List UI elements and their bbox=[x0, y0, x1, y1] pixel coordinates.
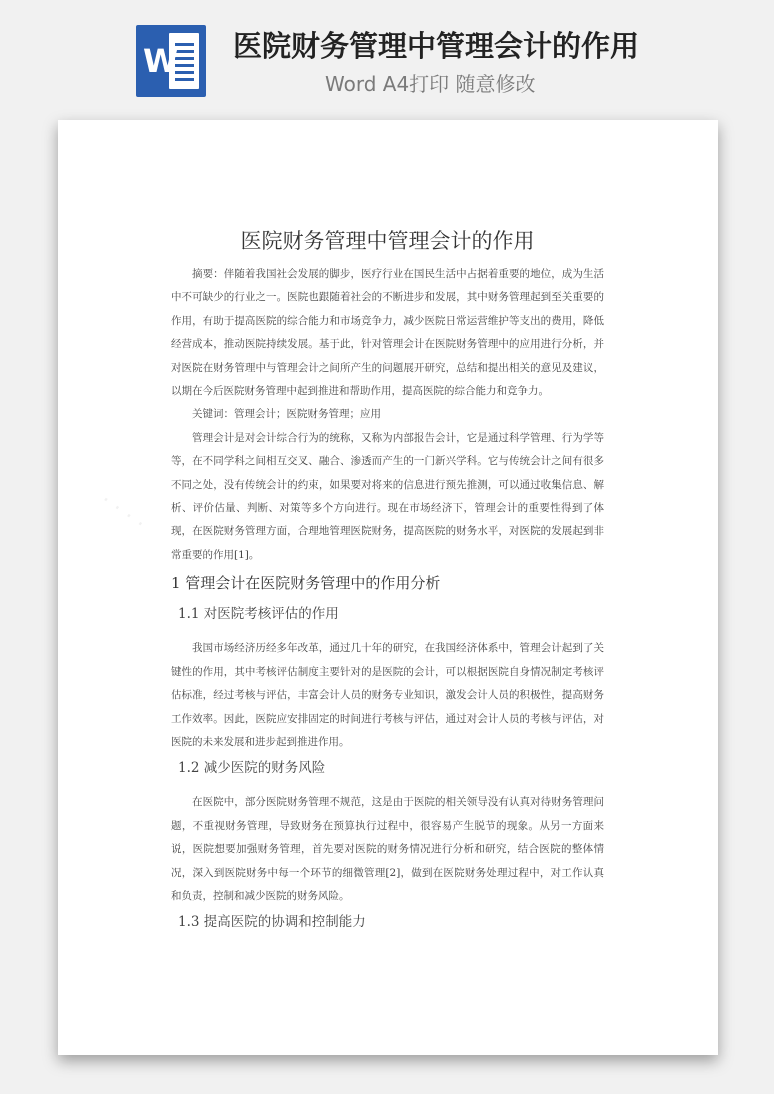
section-1-2-paragraph: 在医院中，部分医院财务管理不规范，这是由于医院的相关领导没有认真对待财务管理问题，不重视财务管理，导致财务在预算执行过程中，很容易产生脱节的现象。从另一方面来说，医院想要加强财务管理，首先要对医院的财务情况进行分析和研究，结合医院的整体情况，深入到医院财务中每一个环节的细微管理[2]，做到在医院财务处理过程中，对工作认真和负责，控制和减少医院的财务风险。 bbox=[171, 796, 604, 902]
watermark: · · · · bbox=[95, 488, 150, 537]
section-1-2-heading: 1.2 减少医院的财务风险 bbox=[178, 760, 326, 777]
section-1-heading: 1 管理会计在医院财务管理中的作用分析 bbox=[171, 574, 441, 593]
intro-paragraph: 管理会计是对会计综合行为的统称，又称为内部报告会计，它是通过科学管理、行为学等等，在不同学科之间相互交叉、融合、渗透而产生的一门新兴学科。它与传统会计之间有很多不同之处，没有传统会计的约束，如果要对将来的信息进行预先推测，可以通过收集信息、解析、评价估量、判断、对策等多个方向进行。现在市场经济下，管理会计的重要性得到了体现，在医院财务管理方面，合理地管理医院财务，提高医院的财务水平，对医院的发展起到非常重要的作用[1]。 bbox=[171, 431, 604, 561]
banner-title: 医院财务管理中管理会计的作用 bbox=[233, 29, 640, 63]
document-page bbox=[58, 120, 718, 1055]
abstract-paragraph: 摘要：伴随着我国社会发展的脚步，医疗行业在国民生活中占据着重要的地位，成为生活中不可缺少的行业之一。医院也跟随着社会的不断进步和发展，其中财务管理起到至关重要的作用，有助于提高医院的综合能力和市场竞争力，减少医院日常运营维护等支出的费用，降低经营成本，推动医院持续发展。基于此，针对管理会计在医院财务管理中的应用进行分析，并对医院在财务管理中与管理会计之间所产生的问题展开研究，总结和提出相关的意见及建议，以期在今后医院财务管理中起到推进和帮助作用，提高医院的综合能力和竞争力。 bbox=[171, 268, 604, 398]
document-title: 医院财务管理中管理会计的作用 bbox=[240, 229, 535, 253]
document-content bbox=[171, 223, 604, 940]
section-1-3-heading: 1.3 提高医院的协调和控制能力 bbox=[178, 914, 366, 931]
banner-subtitle: Word A4打印 随意修改 bbox=[325, 72, 536, 96]
section-1-1-paragraph: 我国市场经济历经多年改革，通过几十年的研究，在我国经济体系中，管理会计起到了关键性的作用，其中考核评估制度主要针对的是医院的会计，可以根据医院自身情况制定考核评估标准，经过考核与评估，丰富会计人员的财务专业知识，激发会计人员的积极性，提高财务工作效率。因此，医院应安排固定的时间进行考核与评估，通过对会计人员的考核与评估，对医院的未来发展和进步起到推进作用。 bbox=[171, 642, 604, 748]
header-banner bbox=[0, 0, 774, 110]
word-icon-letter: W bbox=[143, 42, 179, 80]
section-1-1-heading: 1.1 对医院考核评估的作用 bbox=[178, 606, 339, 623]
word-document-icon bbox=[136, 25, 206, 97]
keywords-paragraph: 关键词：管理会计；医院财务管理；应用 bbox=[192, 408, 381, 421]
